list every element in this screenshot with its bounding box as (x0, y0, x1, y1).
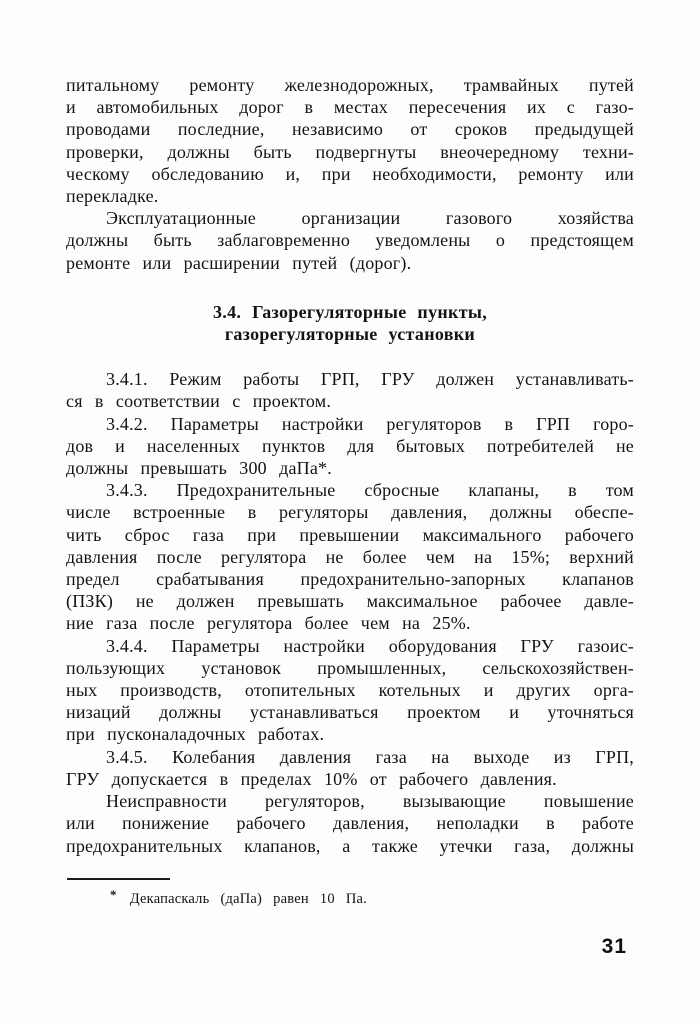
text-line: при пусконаладочных работах. (66, 724, 325, 745)
text-line: ГРУ допускается в пределах 10% от рабочего давления. (66, 768, 557, 789)
text-line: и автомобильных дорог в местах пересечения их с газо- (66, 97, 634, 118)
text-line: ных производств, отопительных котельных и других орга- (66, 680, 634, 701)
footnote (66, 885, 634, 909)
paragraph (66, 635, 634, 746)
paragraph (66, 368, 634, 412)
text-line: 3.4.1. Режим работы ГРП, ГРУ должен устанавливать- (106, 369, 634, 390)
text-line: должны быть заблаговременно уведомлены о предстоящем (66, 230, 634, 251)
text-line: ся в соответствии с проектом. (66, 391, 332, 412)
paragraph (66, 74, 634, 207)
text-line: проводами последние, независимо от сроков предыдущей (66, 119, 634, 140)
text-line: должны превышать 300 даПа*. (66, 458, 332, 479)
text-line: предохранительных клапанов, а также утечки газа, должны (66, 835, 634, 856)
footnote-divider (67, 878, 170, 880)
text-line: предел срабатывания предохранительно-запорных клапанов (66, 569, 634, 590)
heading-line: 3.4. Газорегуляторные пункты, (212, 301, 488, 322)
text-line: (ПЗК) не должен превышать максимальное рабочее давле- (66, 591, 634, 612)
text-line: питальному ремонту железнодорожных, трамвайных путей (66, 75, 634, 95)
footnote-marker: * (110, 886, 117, 902)
section-heading (66, 301, 634, 345)
text-line: перекладке. (66, 186, 159, 207)
paragraph (66, 746, 634, 790)
text-column (66, 74, 634, 857)
text-line: низаций должны устанавливаться проектом и уточняться (66, 702, 634, 723)
page-number: 31 (601, 934, 627, 958)
text-line: дов и населенных пунктов для бытовых потребителей не (66, 435, 634, 456)
text-line: числе встроенные в регуляторы давления, должны обеспе- (66, 502, 634, 523)
text-line: проверки, должны быть подвергнуты внеочередному техни- (66, 141, 634, 162)
text-line: чить сброс газа при превышении максимального рабочего (66, 524, 634, 545)
text-line: 3.4.5. Колебания давления газа на выходе из ГРП, (106, 746, 634, 767)
text-line: 3.4.3. Предохранительные сбросные клапаны, в том (106, 480, 634, 501)
text-line: пользующих установок промышленных, сельскохозяйствен- (66, 657, 634, 678)
paragraph (66, 790, 634, 857)
paragraph (66, 413, 634, 480)
text-line: давления после регулятора не более чем на 15%; верхний (66, 546, 634, 567)
text-line: ремонте или расширении путей (дорог). (66, 252, 412, 273)
text-line: Неисправности регуляторов, вызывающие повышение (106, 791, 634, 812)
heading-line: газорегуляторные установки (224, 324, 476, 345)
footnote-text: Декапаскаль (даПа) равен 10 Па. (129, 890, 367, 907)
text-line: или понижение рабочего давления, неполадки в работе (66, 813, 634, 834)
text-line: ние газа после регулятора более чем на 25%. (66, 613, 471, 634)
text-line: ческому обследованию и, при необходимости, ремонту или (66, 163, 634, 184)
paragraph (66, 479, 634, 634)
text-line: 3.4.4. Параметры настройки оборудования ГРУ газоис- (106, 635, 634, 656)
paragraph (66, 207, 634, 274)
text-line: 3.4.2. Параметры настройки регуляторов в ГРП горо- (106, 413, 634, 434)
text-line: Эксплуатационные организации газового хозяйства (106, 208, 634, 229)
